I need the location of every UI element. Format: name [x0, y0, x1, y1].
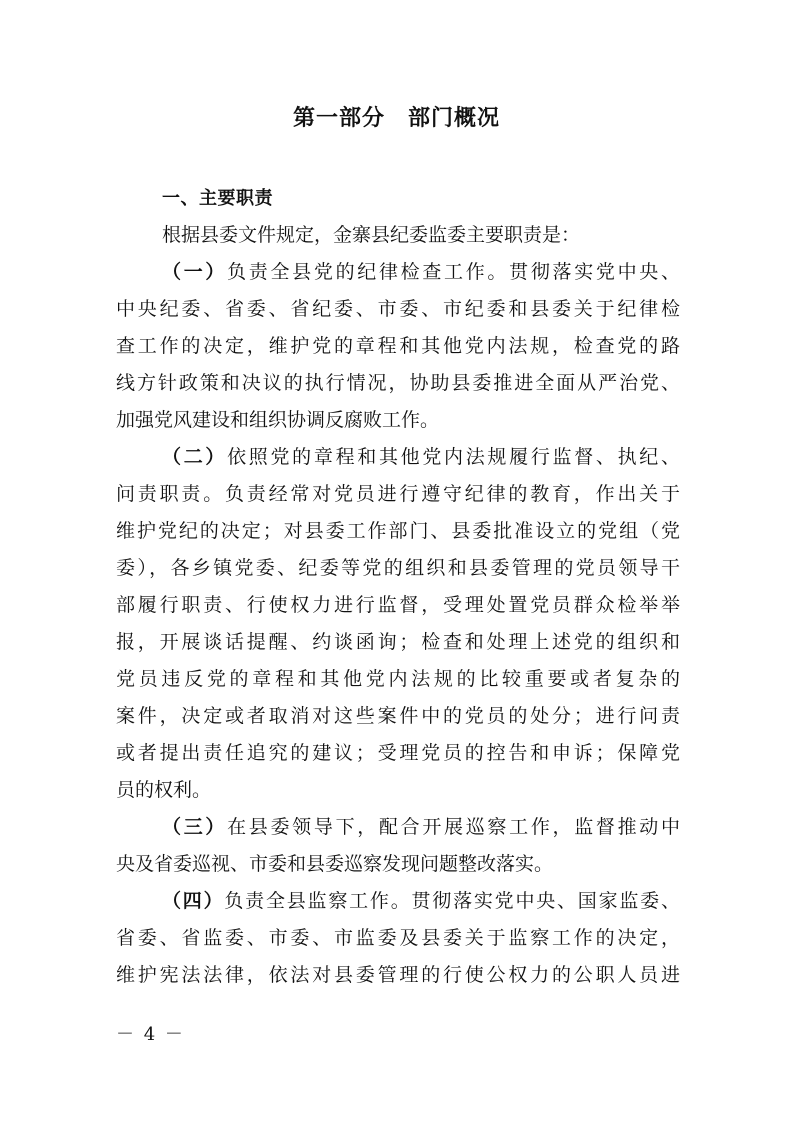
paragraph-2-line-8: 案件，决定或者取消对这些案件中的党员的处分；进行问责	[116, 705, 680, 727]
paragraph-2-line-4: 委），各乡镇党委、纪委等党的组织和县委管理的党员领导干	[116, 557, 680, 579]
paragraph-1-line-2: 中央纪委、省委、省纪委、市委、市纪委和县委关于纪律检	[116, 298, 680, 320]
paragraph-1-text: 负责全县党的纪律检查工作。贯彻落实党中央、	[227, 261, 680, 283]
paragraph-4-line-1	[162, 888, 680, 914]
paragraph-2-number: （二）	[162, 446, 228, 468]
paragraph-3-text: 在县委领导下，配合开展巡察工作，监督推动中	[227, 816, 680, 838]
paragraph-2-line-6: 报，开展谈话提醒、约谈函询；检查和处理上述党的组织和	[116, 631, 680, 653]
paragraph-1-number: （一）	[162, 261, 228, 283]
paragraph-2-line-1	[162, 444, 680, 470]
paragraph-2-line-7: 党员违反党的章程和其他党内法规的比较重要或者复杂的	[116, 668, 680, 690]
intro-line: 根据县委文件规定，金寨县纪委监委主要职责是：	[162, 224, 581, 246]
paragraph-4-text: 负责全县监察工作。贯彻落实党中央、国家监委、	[224, 890, 680, 912]
page-title: 第一部分 部门概况	[292, 106, 500, 131]
paragraph-1-line-3: 查工作的决定，维护党的章程和其他党内法规，检查党的路	[116, 335, 680, 357]
paragraph-1-line-4: 线方针政策和决议的执行情况，协助县委推进全面从严治党、	[116, 372, 680, 394]
paragraph-2-line-9: 或者提出责任追究的建议；受理党员的控告和申诉；保障党	[116, 742, 680, 764]
section-heading: 一、主要职责	[162, 188, 273, 209]
paragraph-4-line-2: 省委、省监委、市委、市监委及县委关于监察工作的决定，	[116, 927, 680, 949]
paragraph-3-line-1	[162, 814, 680, 840]
paragraph-2-line-10: 员的权利。	[116, 779, 212, 801]
paragraph-2-text: 依照党的章程和其他党内法规履行监督、执纪、	[227, 446, 680, 468]
paragraph-4-number: （四）	[162, 890, 225, 912]
paragraph-2-line-2: 问责职责。负责经常对党员进行遵守纪律的教育，作出关于	[116, 483, 680, 505]
paragraph-2-line-3: 维护党纪的决定；对县委工作部门、县委批准设立的党组（党	[116, 520, 680, 542]
paragraph-4-line-3: 维护宪法法律，依法对县委管理的行使公权力的公职人员进	[116, 964, 680, 986]
paragraph-3-number: （三）	[162, 816, 228, 838]
paragraph-3-line-2: 央及省委巡视、市委和县委巡察发现问题整改落实。	[116, 853, 554, 875]
paragraph-1-line-5: 加强党风建设和组织协调反腐败工作。	[116, 409, 440, 431]
paragraph-2-line-5: 部履行职责、行使权力进行监督，受理处置党员群众检举举	[116, 594, 680, 616]
paragraph-1-line-1	[162, 259, 680, 285]
page-number: － 4 －	[116, 1024, 185, 1045]
